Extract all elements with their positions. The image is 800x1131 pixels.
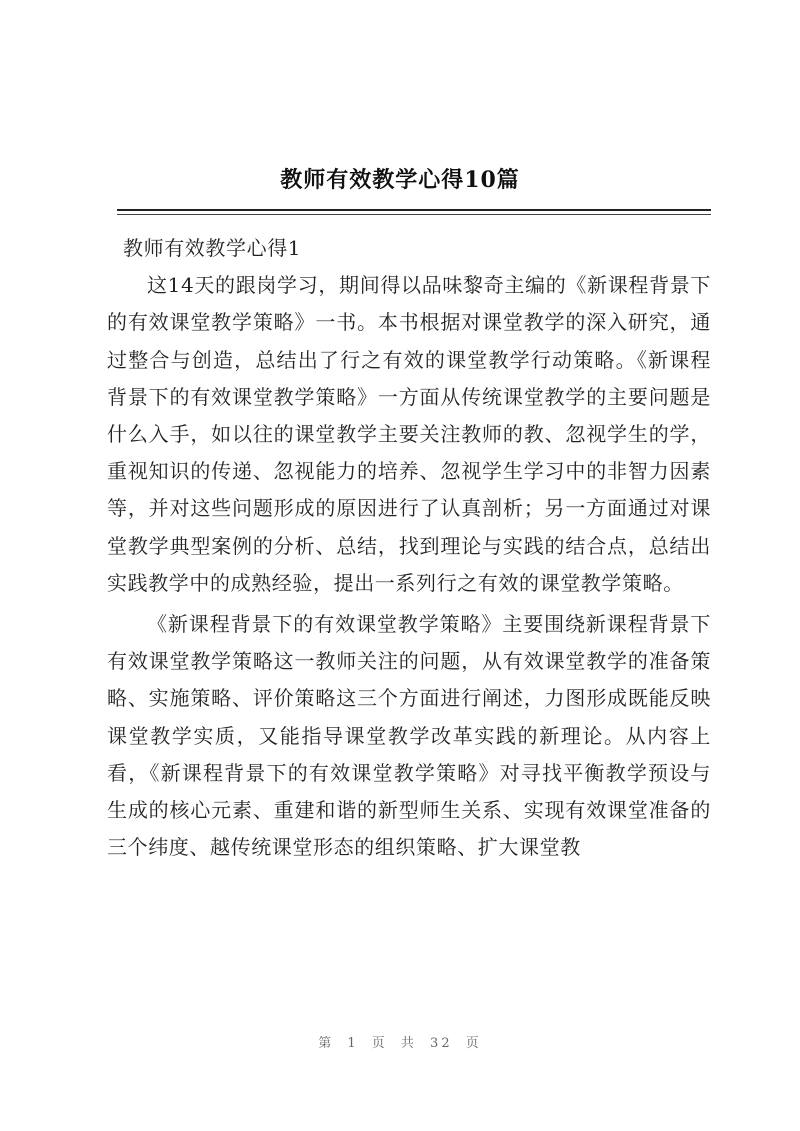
page-number-footer: 第 1 页 共 32 页 bbox=[318, 1036, 482, 1051]
paragraph-2: 《新课程背景下的有效课堂教学策略》主要围绕新课程背景下有效课堂教学策略这一教师关注的问题，从有效课堂教学的准备策略、实施策略、评价策略这三个方面进行阐述，力图形成既能反映课堂教学实质，又能指导课堂教学改革实践的新理论。从内容上看，《新课程背景下的有效课堂教学策略》对寻找平衡教学预设与生成的核心元素、重建和谐的新型师生关系、实现有效课堂准备的三个纬度、越传统课堂形态的组织策略、扩大课堂教 bbox=[107, 612, 711, 860]
document-title: 教师有效教学心得10篇 bbox=[280, 167, 520, 193]
document-body bbox=[107, 230, 711, 866]
title-divider-thin bbox=[117, 214, 711, 215]
section-heading: 教师有效教学心得1 bbox=[123, 236, 302, 260]
title-divider-thick bbox=[117, 209, 711, 211]
paragraph-1: 这14天的跟岗学习，期间得以品味黎奇主编的《新课程背景下的有效课堂教学策略》一书。本书根据对课堂教学的深入研究，通过整合与创造，总结出了行之有效的课堂教学行动策略。《新课程背景下的有效课堂教学策略》一方面从传统课堂教学的主要问题是什么入手，如以往的课堂教学主要关注教师的教、忽视学生的学，重视知识的传递、忽视能力的培养、忽视学生学习中的非智力因素等，并对这些问题形成的原因进行了认真剖析；另一方面通过对课堂教学典型案例的分析、总结，找到理论与实践的结合点，总结出实践教学中的成熟经验，提出一系列行之有效的课堂教学策略。 bbox=[107, 273, 711, 595]
